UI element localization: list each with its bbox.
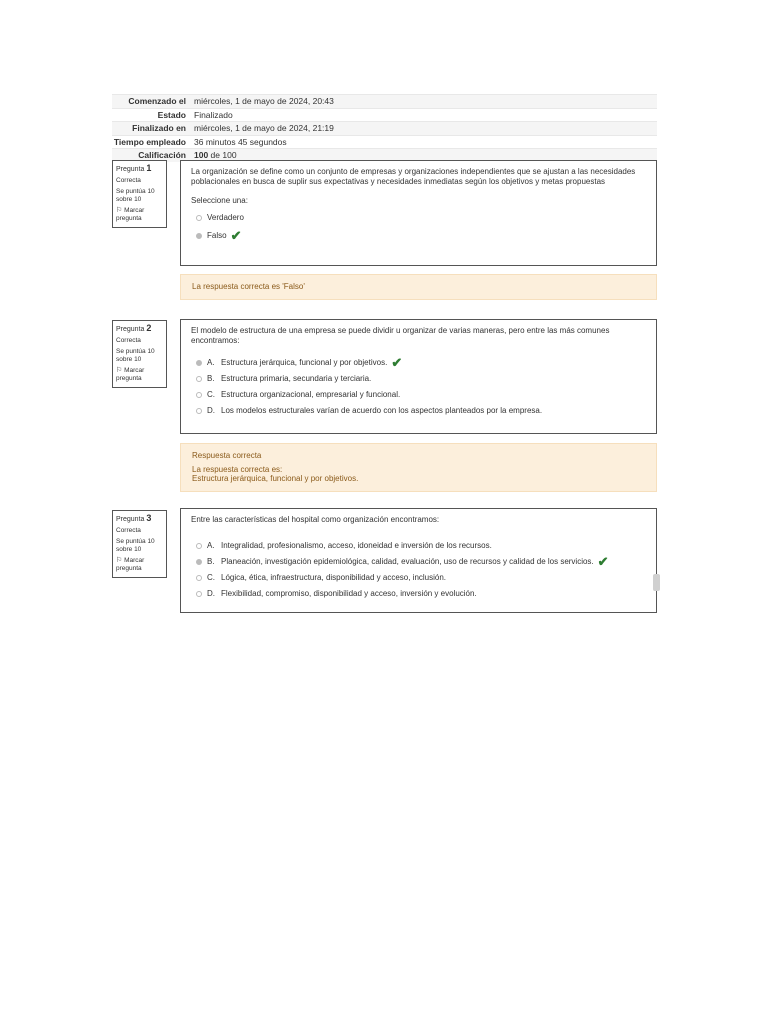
option-text: Integralidad, profesionalismo, acceso, idoneidad e inversión de los recursos.	[221, 540, 492, 550]
radio-button[interactable]	[196, 233, 202, 239]
answer-option[interactable]	[196, 355, 646, 371]
option-text: Verdadero	[207, 212, 244, 222]
question-content-3	[180, 508, 657, 613]
summary-row-finished	[112, 121, 657, 135]
answer-option[interactable]	[196, 554, 646, 570]
flag-label: Marcar pregunta	[116, 557, 145, 572]
check-icon: ✔	[230, 227, 242, 243]
check-icon: ✔	[391, 355, 403, 370]
question-score: Se puntúa 10 sobre 10	[116, 538, 155, 553]
question-number	[116, 514, 163, 524]
flag-icon: ⚐	[116, 557, 123, 564]
question-prompt: La organización se define como un conjunto de empresas y organizaciones independientes que se ajustan a las necesidades poblacionales en busca de suplir sus expectativas y necesidades inmediatas según los objetivos y metas propuestas	[191, 167, 636, 186]
feedback-text: La respuesta correcta es 'Falso'	[192, 282, 305, 291]
radio-button[interactable]	[196, 360, 202, 366]
question-info-3	[112, 510, 167, 578]
radio-button[interactable]	[196, 376, 202, 382]
question-number	[116, 164, 163, 174]
option-text: Los modelos estructurales varían de acuerdo con los aspectos planteados por la empresa.	[221, 406, 543, 416]
question-number-value: 3	[146, 513, 152, 523]
option-text: Lógica, ética, infraestructura, disponibilidad y acceso, inclusión.	[221, 572, 447, 582]
radio-button[interactable]	[196, 392, 202, 398]
question-state: Correcta	[116, 177, 141, 184]
radio-button[interactable]	[196, 543, 202, 549]
radio-button[interactable]	[196, 575, 202, 581]
feedback-result: Respuesta correcta	[192, 451, 262, 460]
flag-label: Marcar pregunta	[116, 367, 145, 382]
summary-value: Finalizado	[194, 109, 233, 120]
question-label: Pregunta	[116, 166, 145, 173]
summary-row-time	[112, 135, 657, 149]
select-one-label: Seleccione una:	[191, 196, 248, 205]
option-text: Estructura primaria, secundaria y terciaria.	[221, 374, 372, 384]
grade-max: de 100	[208, 150, 237, 160]
summary-row-started	[112, 94, 657, 108]
flag-question[interactable]	[116, 207, 163, 223]
option-text: Flexibilidad, compromiso, disponibilidad y acceso, inversión y evolución.	[221, 588, 477, 598]
flag-icon: ⚐	[116, 367, 123, 374]
answer-option[interactable]	[196, 570, 646, 586]
question-info-2	[112, 320, 167, 388]
radio-button[interactable]	[196, 215, 202, 221]
option-letter: B.	[207, 556, 215, 566]
question-number	[116, 324, 163, 334]
question-content-1	[180, 160, 657, 266]
answer-option[interactable]	[196, 228, 646, 244]
question-score: Se puntúa 10 sobre 10	[116, 188, 155, 203]
option-letter: D.	[207, 588, 215, 598]
option-text: Planeación, investigación epidemiológica, calidad, evaluación, uso de recursos y calidad de los servicios.	[221, 556, 594, 566]
feedback-answer: Estructura jerárquica, funcional y por objetivos.	[192, 474, 359, 483]
question-score: Se puntúa 10 sobre 10	[116, 348, 155, 363]
question-state: Correcta	[116, 337, 141, 344]
flag-label: Marcar pregunta	[116, 207, 145, 222]
radio-button[interactable]	[196, 408, 202, 414]
question-feedback-1	[180, 274, 657, 300]
scroll-handle[interactable]	[653, 574, 660, 591]
summary-value: miércoles, 1 de mayo de 2024, 20:43	[194, 96, 334, 106]
question-label: Pregunta	[116, 326, 145, 333]
summary-value: miércoles, 1 de mayo de 2024, 21:19	[194, 123, 334, 133]
answer-option[interactable]	[196, 586, 646, 602]
radio-button[interactable]	[196, 559, 202, 565]
summary-key: Comenzado el	[128, 96, 186, 106]
option-letter: C.	[207, 572, 215, 582]
question-number-value: 2	[146, 323, 152, 333]
summary-value: 36 minutos 45 segundos	[194, 136, 287, 147]
question-content-2	[180, 319, 657, 434]
option-text: Estructura jerárquica, funcional y por objetivos.	[221, 358, 388, 368]
check-icon: ✔	[597, 553, 609, 569]
answer-option[interactable]	[196, 403, 646, 419]
option-letter: A.	[207, 540, 215, 550]
option-letter: B.	[207, 374, 215, 384]
question-state: Correcta	[116, 527, 141, 534]
summary-key: Finalizado en	[132, 123, 186, 133]
answer-option[interactable]	[196, 210, 646, 226]
answer-option[interactable]	[196, 387, 646, 403]
summary-key: Calificación	[138, 150, 186, 160]
option-letter: D.	[207, 406, 215, 416]
summary-key: Estado	[157, 109, 186, 120]
option-text: Estructura organizacional, empresarial y funcional.	[221, 390, 401, 400]
attempt-summary	[112, 94, 657, 162]
answer-option[interactable]	[196, 371, 646, 387]
radio-button[interactable]	[196, 591, 202, 597]
grade-value: 100	[194, 150, 209, 160]
question-info-1	[112, 160, 167, 228]
flag-question[interactable]	[116, 557, 163, 573]
question-prompt: Entre las características del hospital como organización encontramos:	[191, 515, 440, 524]
question-feedback-2	[180, 443, 657, 492]
answer-option[interactable]	[196, 538, 646, 554]
summary-row-state	[112, 108, 657, 122]
flag-icon: ⚐	[116, 207, 123, 214]
option-text: Falso	[207, 230, 227, 240]
question-number-value: 1	[146, 163, 152, 173]
question-prompt: El modelo de estructura de una empresa se puede dividir u organizar de varias maneras, pero entre las más comunes encontramos:	[191, 326, 610, 345]
flag-question[interactable]	[116, 367, 163, 383]
option-letter: C.	[207, 390, 215, 400]
option-letter: A.	[207, 358, 215, 368]
summary-key: Tiempo empleado	[113, 136, 186, 147]
question-label: Pregunta	[116, 516, 145, 523]
feedback-text: La respuesta correcta es:	[192, 464, 283, 474]
